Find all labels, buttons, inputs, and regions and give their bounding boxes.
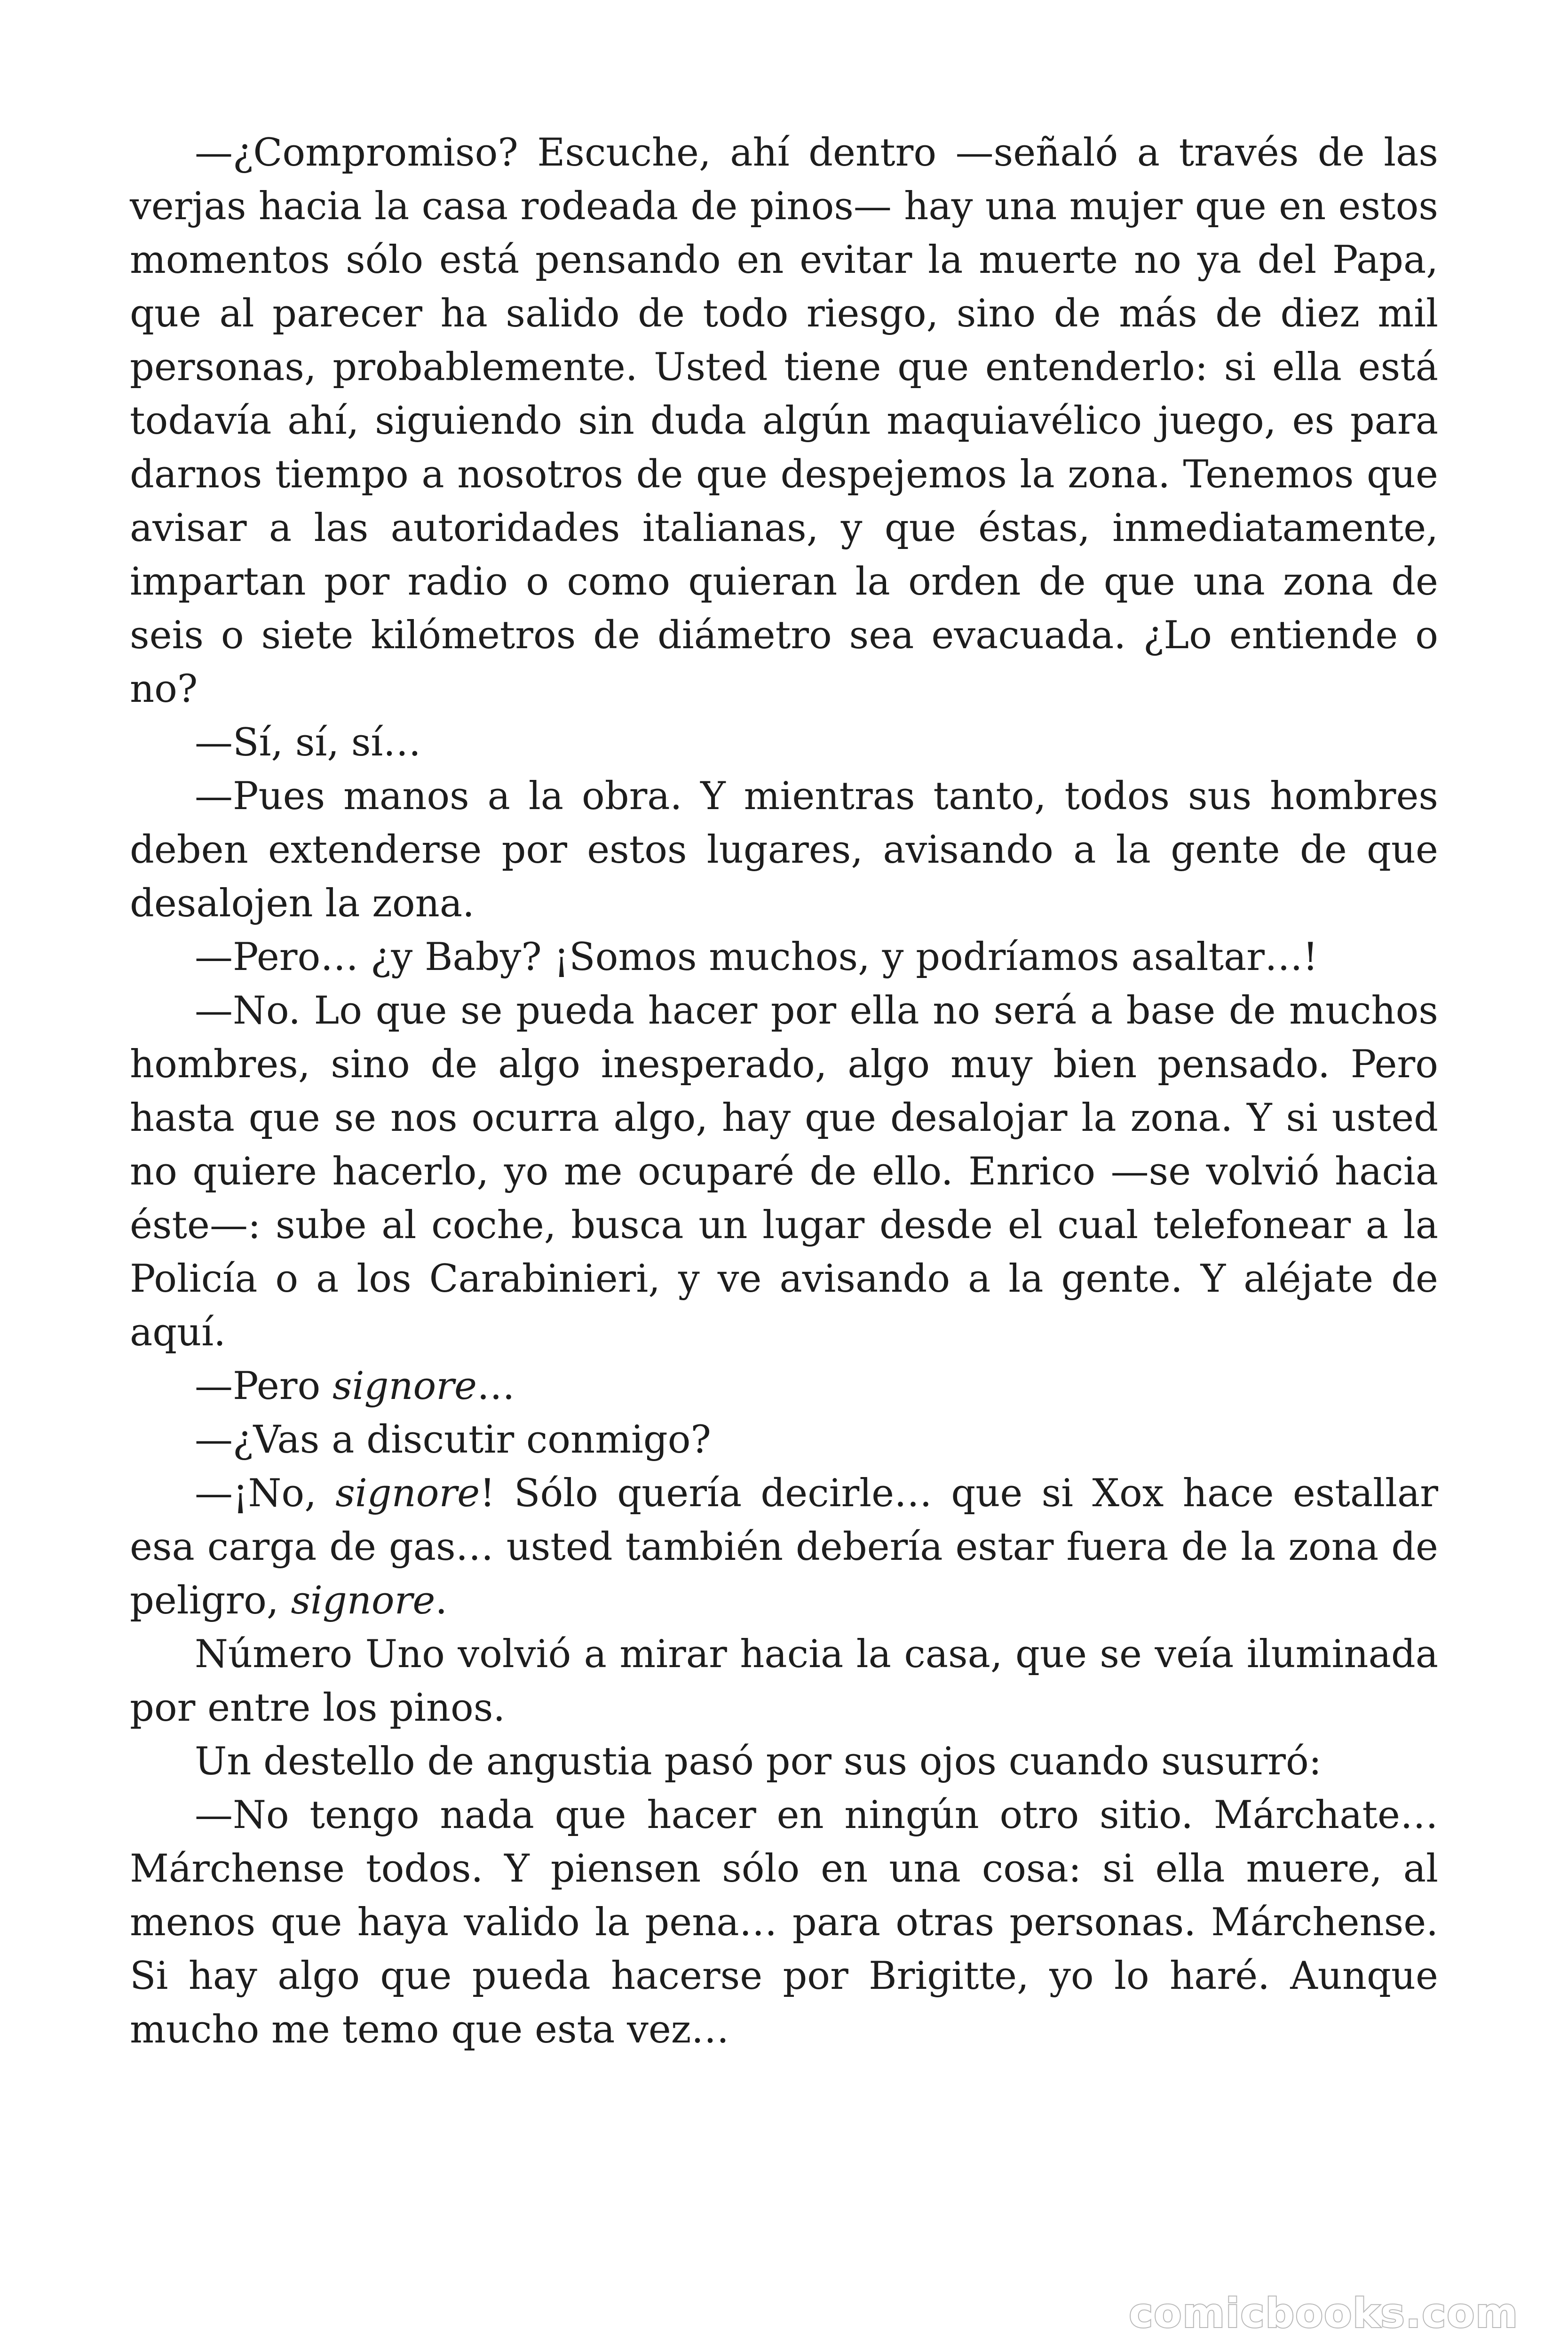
page-body-text: [130, 126, 1438, 2057]
paragraph: Un destello de angustia pasó por sus ojos cuando susurró:: [195, 1740, 1322, 1784]
italic-word: signore: [335, 1471, 480, 1516]
paragraph: —¡No, signore! Sólo quería decirle… que si Xox hace estallar esa carga de gas… usted también debería estar fuera de la zona de peligro, signore.: [130, 1471, 1439, 1623]
paragraph: —¿Vas a discutir conmigo?: [195, 1418, 711, 1462]
paragraph: —No. Lo que se pueda hacer por ella no será a base de muchos hombres, sino de algo inesperado, algo muy bien pensado. Pero hasta que se nos ocurra algo, hay que desalojar la zona. Y si usted no quiere hacerlo, yo me ocuparé de ello. Enrico —se volvió hacia éste—: sube al coche, busca un lugar desde el cual telefonear a la Policía o a los Carabinieri, y ve avisando a la gente. Y aléjate de aquí.: [130, 989, 1438, 1355]
paragraph: —Sí, sí, sí…: [195, 721, 421, 765]
paragraph: —Pero signore…: [195, 1364, 515, 1408]
italic-word: signore: [333, 1364, 477, 1408]
paragraph: —Pero… ¿y Baby? ¡Somos muchos, y podríamos asaltar…!: [195, 935, 1318, 979]
watermark: comicbooks.com: [1129, 2290, 1519, 2337]
paragraph: —Pues manos a la obra. Y mientras tanto, todos sus hombres deben extenderse por estos lugares, avisando a la gente de que desalojen la zona.: [130, 774, 1438, 926]
paragraph: Número Uno volvió a mirar hacia la casa, que se veía iluminada por entre los pinos.: [130, 1632, 1438, 1730]
paragraph: —¿Compromiso? Escuche, ahí dentro —señaló a través de las verjas hacia la casa rodeada de pinos— hay una mujer que en estos momentos sólo está pensando en evitar la muerte no ya del Papa, que al parecer ha salido de todo riesgo, sino de más de diez mil personas, probablemente. Usted tiene que entenderlo: si ella está todavía ahí, siguiendo sin duda algún maquiavélico juego, es para darnos tiempo a nosotros de que despejemos la zona. Tenemos que avisar a las autoridades italianas, y que éstas, inmediatamente, impartan por radio o como quieran la orden de que una zona de seis o siete kilómetros de diámetro sea evacuada. ¿Lo entiende o no?: [130, 131, 1438, 711]
paragraph: —No tengo nada que hacer en ningún otro sitio. Márchate… Márchense todos. Y piensen sólo en una cosa: si ella muere, al menos que haya valido la pena… para otras personas. Márchense. Si hay algo que pueda hacerse por Brigitte, yo lo haré. Aunque mucho me temo que esta vez…: [130, 1793, 1438, 2052]
italic-word: signore: [291, 1579, 436, 1623]
